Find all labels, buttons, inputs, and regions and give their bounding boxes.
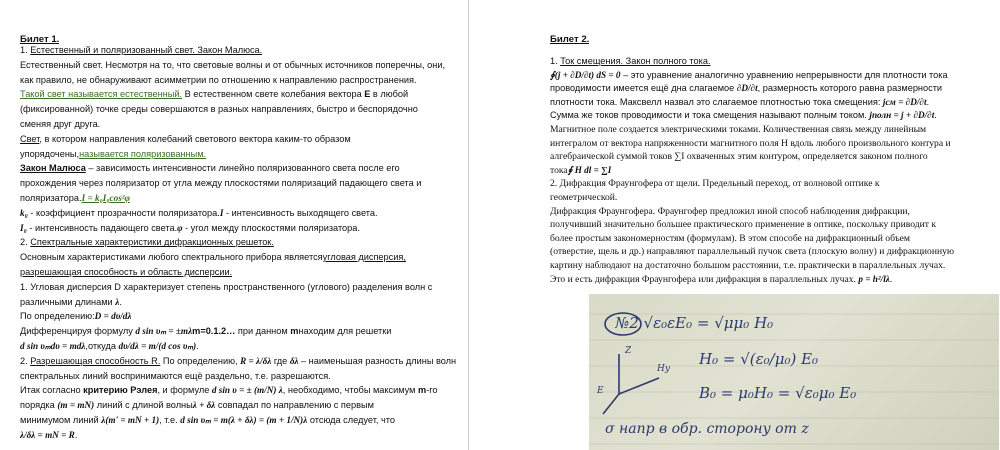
text-segment: называется поляризованным.: [79, 148, 207, 159]
text-line: [20, 89, 408, 100]
text-segment: , т.е.: [159, 415, 181, 425]
note-line-4: σ напр в обр. сторону от z: [605, 421, 809, 437]
text-segment: .: [196, 341, 199, 351]
text-line: [20, 385, 438, 396]
text-line: [20, 75, 417, 86]
text-segment: совпадал по направлению с первым: [215, 400, 374, 411]
text-segment: В естественном свете колебания вектора: [182, 89, 365, 100]
text-line: [20, 356, 456, 367]
text-segment: геометрической.: [550, 192, 618, 203]
text-segment: d sin υₘ = ±mλ: [135, 326, 193, 337]
text-segment: линий с длиной волны: [94, 400, 193, 411]
text-line: [550, 56, 711, 67]
text-segment: находим для решетки: [298, 326, 392, 337]
text-line: [20, 45, 262, 56]
text-segment: как правило, не обнаруживают асимметрии по отношению к направлению распространения.: [20, 74, 417, 85]
text-segment: разрешающая способность и область дисперсии.: [20, 267, 233, 277]
text-line: [20, 282, 432, 293]
text-segment: jполн = j + ∂D/∂t: [869, 110, 935, 121]
text-segment: λ + δλ: [192, 400, 216, 411]
text-segment: Свет: [20, 133, 40, 144]
text-segment: Магнитное поле создается электрическими токами. Количественная связь между линейным: [550, 124, 927, 135]
text-segment: Закон Малюса: [20, 163, 86, 174]
text-line: [550, 233, 910, 244]
text-line: [550, 219, 936, 230]
text-segment: плотности тока. Максвелл назвал это слагаемое плотностью тока смещения:: [550, 96, 883, 107]
text-segment: .: [889, 273, 893, 285]
text-segment: ∂D/∂t: [736, 83, 758, 94]
text-segment: 2. Дифракция Фраунгофера от щели. Предельный переход, от волновой оптике к: [550, 178, 880, 190]
text-line: [20, 149, 206, 160]
axis-label-z: Z: [625, 346, 632, 356]
page-separator: [468, 0, 549, 450]
text-segment: прохождения через поляризатор от угла между плоскостями поляризаций падающего света и: [20, 178, 422, 189]
text-segment: – это уравнение аналогично уравнению непрерывности для плотности тока: [620, 69, 948, 80]
text-segment: k₀: [20, 207, 28, 218]
text-segment: Дифференцируя формулу: [20, 326, 136, 337]
text-segment: Ток смещения. Закон полного тока.: [560, 56, 711, 66]
text-line: [550, 97, 929, 108]
text-segment: (фиксированной) точке среды совершаются в разных направлениях, быстро и беспорядочно: [20, 104, 418, 115]
text-line: [20, 178, 421, 189]
text-segment: Спектральные характеристики дифракционных решеток.: [30, 237, 274, 248]
text-segment: m: [290, 326, 299, 337]
text-segment: 2.: [20, 355, 31, 366]
text-segment: , необходимо, чтобы максимум: [282, 385, 419, 396]
text-segment: Такой свет называется естественный.: [20, 89, 183, 100]
text-line: [20, 341, 199, 352]
text-segment: в любой: [370, 89, 409, 100]
text-segment: R = λ/δλ: [240, 355, 272, 366]
text-segment: Сумма же токов проводимости и тока смещения называют полным током.: [550, 110, 870, 121]
text-segment: угловая дисперсия,: [322, 252, 406, 263]
text-segment: .: [926, 96, 930, 107]
text-segment: m=0.1.2…: [192, 326, 236, 337]
text-line: [20, 134, 351, 145]
text-segment: Это и есть дифракция Фраунгофера или дифракция в параллельных лучах.: [550, 273, 859, 285]
text-segment: порядка: [20, 400, 58, 411]
text-segment: отсюда следует, что: [307, 415, 395, 425]
text-segment: поляризатора.: [20, 193, 82, 203]
axis-label-hy: Hy: [657, 364, 670, 374]
text-segment: I: [219, 207, 224, 218]
text-segment: ∮ H dl = ∑I: [567, 164, 612, 175]
text-line: [20, 326, 391, 337]
ticket-1-title: Билет 1.: [20, 34, 60, 45]
ticket-2-title: Билет 2.: [550, 34, 590, 45]
text-line: [20, 267, 232, 278]
text-segment: Разрешающая способность R.: [30, 355, 161, 366]
text-segment: .: [74, 429, 78, 440]
text-line: [20, 430, 77, 441]
text-segment: jсм = ∂D/∂t: [882, 96, 927, 107]
text-line: [20, 400, 374, 411]
text-segment: , и формуле: [157, 385, 212, 396]
text-segment: картину наблюдают на достаточно большом расстоянии, т.е. практически в параллельных лучах.: [550, 260, 946, 271]
text-line: [20, 208, 378, 219]
text-segment: где: [271, 355, 290, 366]
text-segment: λ: [115, 296, 120, 307]
text-segment: – наименьшая разность длины волн: [298, 355, 457, 366]
text-segment: d sin υ = ± (m/N) λ: [211, 385, 283, 396]
text-line: [20, 371, 331, 382]
text-segment: .: [934, 110, 937, 121]
text-segment: минимумом линий: [20, 415, 102, 425]
text-segment: (m = mN): [57, 400, 95, 411]
text-segment: По определению,: [160, 355, 241, 366]
text-line: [20, 163, 400, 174]
text-segment: проводимости имеется ещё дна слагаемое: [550, 83, 737, 94]
text-segment: λ/δλ = mN = R: [20, 429, 75, 440]
text-segment: Естественный и поляризованный свет. Закон Малюса.: [30, 45, 263, 55]
text-segment: E: [364, 89, 371, 100]
text-segment: Итак согласно: [20, 385, 84, 396]
text-segment: m: [418, 385, 427, 396]
text-segment: - угол между плоскостями поляризатора.: [182, 222, 360, 233]
text-segment: (отверстие, щель и др.) направляют параллельный пучок света (плоскую волну) и дифракционную: [550, 246, 955, 258]
text-segment: спектральных линий воспринимаются ещё раздельно, т.е. разрешаются.: [20, 370, 331, 381]
text-segment: D = dυ/dλ: [94, 311, 132, 322]
text-segment: .: [119, 296, 122, 307]
note-line-3: B₀ = μ₀H₀ = √ε₀μ₀ E₀: [699, 384, 857, 402]
text-segment: критерию Рэлея: [83, 385, 158, 396]
text-line: [550, 151, 928, 162]
text-line: [550, 178, 880, 189]
text-segment: I = k₀I₀cos²φ: [81, 193, 130, 203]
text-line: [550, 192, 617, 203]
text-segment: p = h²/lλ: [858, 273, 890, 284]
text-segment: d sin υₘ = m(λ + δλ) = (m + 1/N)λ: [180, 415, 308, 425]
text-segment: 2.: [20, 237, 31, 248]
text-line: [20, 252, 406, 263]
text-line: [20, 193, 130, 204]
text-segment: φ: [177, 222, 183, 233]
text-line: [20, 237, 274, 248]
text-segment: упорядочены,: [20, 148, 80, 159]
text-line: [20, 119, 100, 130]
text-line: [550, 260, 945, 271]
text-line: [550, 138, 951, 149]
text-segment: Естественный свет. Несмотря на то, что световые волны и от обычных источников поперечны, они,: [20, 59, 446, 70]
text-line: [550, 83, 942, 94]
text-segment: 1.: [550, 56, 561, 66]
text-line: [550, 246, 954, 257]
text-segment: сменяя друг друга.: [20, 119, 101, 129]
text-segment: тока: [550, 164, 568, 176]
text-segment: Дифракция Фраунгофера. Фраунгофер предложил иной способ наблюдения дифракции,: [550, 205, 910, 217]
text-segment: – зависимость интенсивности линейно поляризованного света после его: [85, 163, 400, 174]
text-line: [550, 124, 926, 135]
handwritten-note-photo: [589, 294, 999, 450]
text-segment: Основным характеристиками любого спектрального прибора является: [20, 252, 323, 263]
text-segment: 1.: [20, 45, 31, 55]
text-segment: алгебраической суммой токов ∑I охваченных этим контуром, определяется законом полного: [550, 151, 928, 163]
text-line: [20, 223, 360, 234]
text-segment: различными длинами: [20, 296, 116, 307]
text-segment: λ(m' = mN + 1): [101, 415, 160, 425]
ticket-1-page: [0, 0, 468, 450]
note-line-1: №2 √ε₀εE₀ = √μμ₀ H₀: [615, 314, 774, 332]
text-segment: - интенсивность выходящего света.: [223, 207, 378, 218]
text-line: [550, 206, 910, 217]
text-segment: I₀: [20, 222, 27, 233]
text-segment: δλ: [289, 355, 299, 366]
text-segment: ,откуда: [85, 341, 119, 351]
text-segment: , в котором направления колебаний светового вектора каким-то образом: [39, 133, 351, 144]
text-segment: при данном: [235, 326, 291, 337]
text-line: [550, 165, 611, 176]
text-segment: получивший значительно большее практического применение в оптике, поскольку приводит к: [550, 219, 936, 231]
text-line: [20, 297, 122, 308]
note-line-2: H₀ = √(ε₀/μ₀) E₀: [699, 350, 819, 368]
text-line: [20, 311, 131, 322]
text-line: [550, 70, 948, 81]
text-segment: , размерность которого равна размерности: [757, 83, 943, 94]
text-line: [550, 110, 937, 121]
text-segment: - коэффициент прозрачности поляризатора.: [27, 207, 220, 218]
text-segment: -го: [426, 385, 438, 396]
text-line: [20, 104, 418, 115]
text-segment: ∮(j + ∂D/∂t) dS = 0: [550, 69, 621, 80]
text-line: [550, 274, 892, 285]
text-segment: dυ/dλ = m/(d cos υₘ): [118, 341, 197, 351]
text-line: [20, 60, 445, 71]
text-segment: более простым закономерностям (формулам). В этом способе на дифракционный объем: [550, 232, 911, 244]
axis-label-e: E: [597, 386, 604, 396]
text-segment: По определению:: [20, 311, 95, 322]
text-segment: интегралом от вектора напряженности магнитного поля H вдоль любого произвольного контура и: [550, 137, 951, 149]
text-segment: d sin υₘdυ = mdλ: [20, 341, 86, 351]
text-line: [20, 415, 395, 426]
text-segment: 1. Угловая дисперсия D характеризует степень пространственного (углового) разделения волн с: [20, 281, 433, 292]
text-segment: - интенсивность падающего света.: [26, 222, 178, 233]
